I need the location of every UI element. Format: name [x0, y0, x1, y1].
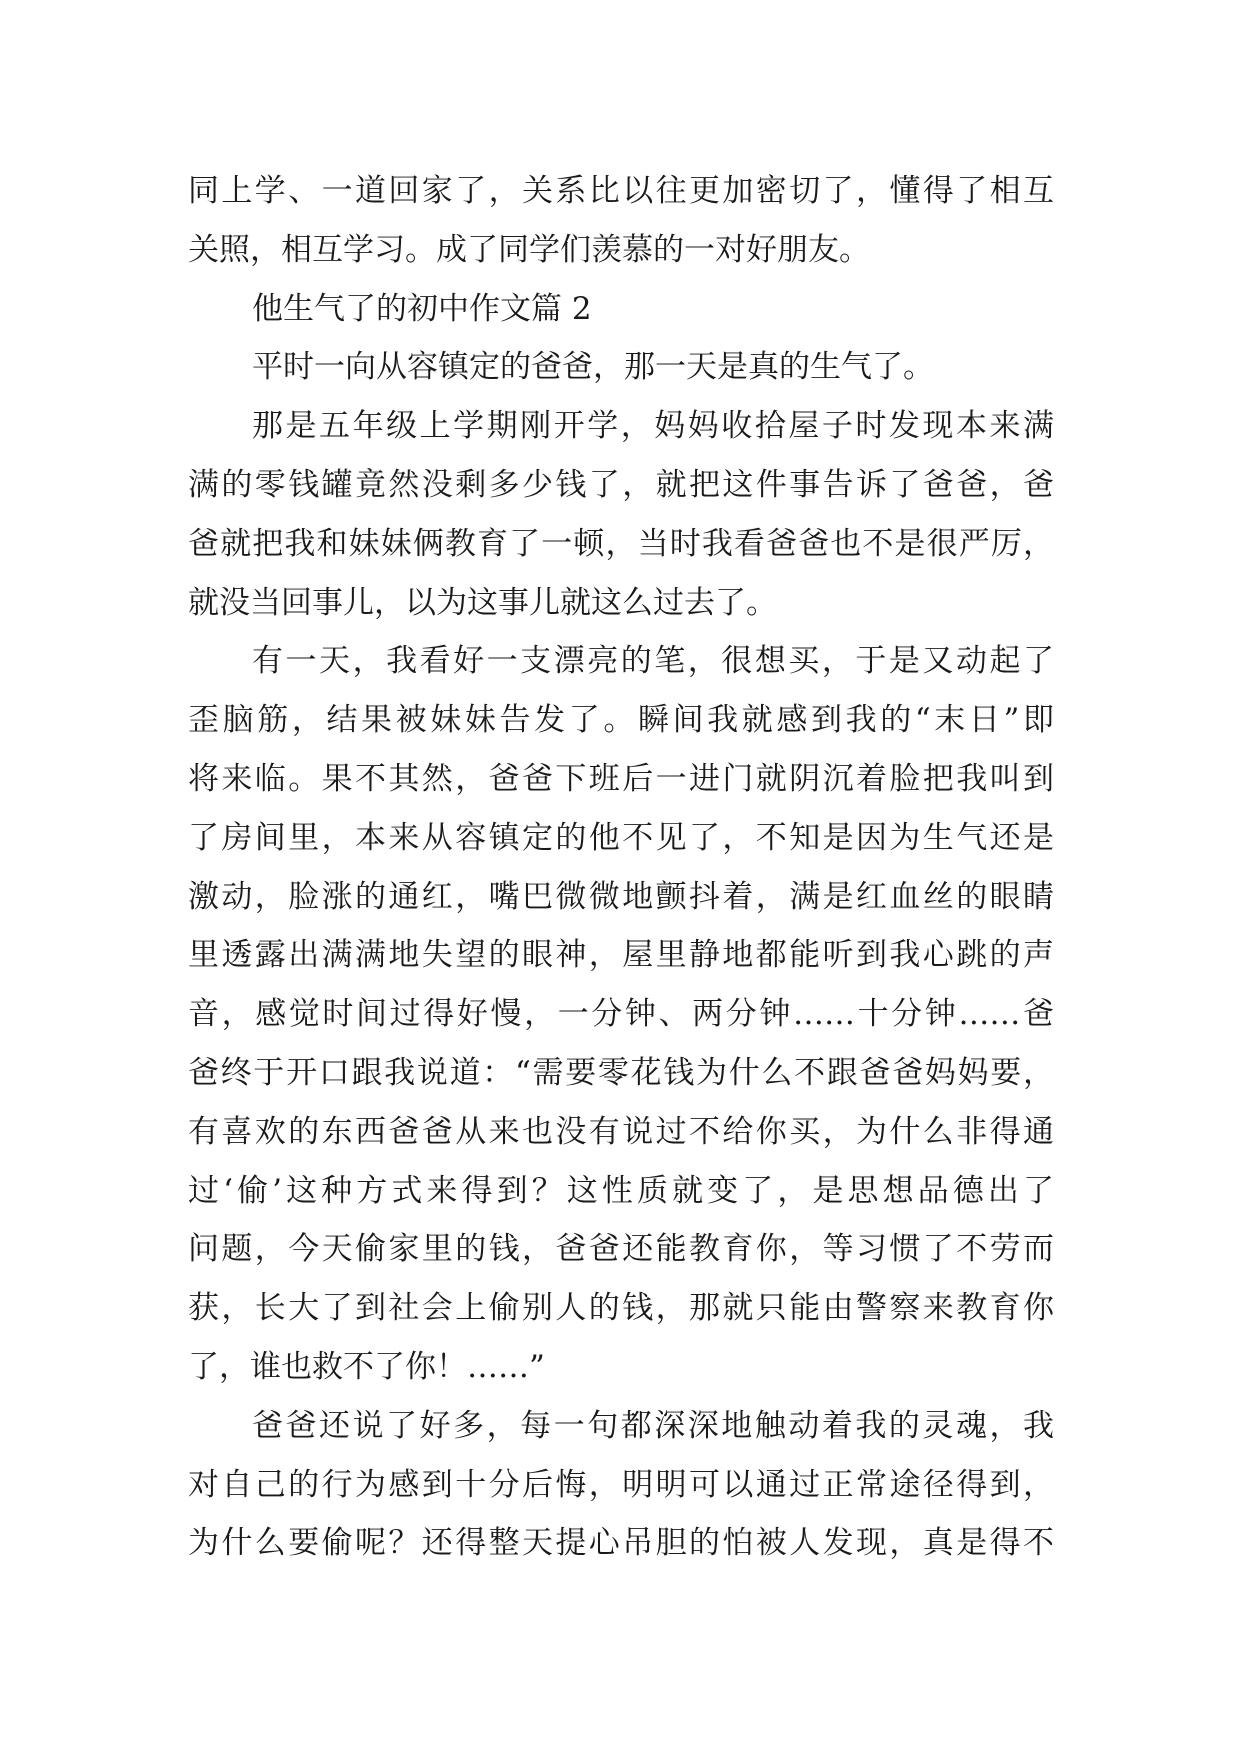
- essay-body: [188, 162, 1054, 1573]
- text-line: 爸就把我和妹妹俩教育了一顿，当时我看爸爸也不是很严厉，: [188, 525, 1054, 562]
- text-line: 获，长大了到社会上偷别人的钱，那就只能由警察来教育你: [188, 1290, 1054, 1327]
- text-line: 将来临。果不其然，爸爸下班后一进门就阴沉着脸把我叫到: [188, 760, 1054, 797]
- text-line: 为什么要偷呢？还得整天提心吊胆的怕被人发现，真是得不: [188, 1525, 1054, 1562]
- text-line: 了房间里，本来从容镇定的他不见了，不知是因为生气还是: [188, 819, 1054, 856]
- text-line: 问题，今天偷家里的钱，爸爸还能教育你，等习惯了不劳而: [188, 1231, 1054, 1268]
- section-heading: 他生气了的初中作文篇 2: [252, 290, 592, 327]
- text-line: 就没当回事儿，以为这事儿就这么过去了。: [188, 584, 777, 621]
- text-line: 爸终于开口跟我说道：“需要零花钱为什么不跟爸爸妈妈要，: [188, 1054, 1054, 1091]
- text-line: 关照，相互学习。成了同学们羡慕的一对好朋友。: [188, 231, 870, 268]
- text-line: 同上学、一道回家了，关系比以往更加密切了，懂得了相互: [188, 173, 1054, 209]
- text-line: 了，谁也救不了你！……”: [188, 1348, 545, 1385]
- text-line: 对自己的行为感到十分后悔，明明可以通过正常途径得到，: [188, 1466, 1054, 1503]
- text-line: 里透露出满满地失望的眼神，屋里静地都能听到我心跳的声: [188, 937, 1054, 974]
- text-line: 音，感觉时间过得好慢，一分钟、两分钟……十分钟……爸: [188, 996, 1054, 1033]
- text-line: 满的零钱罐竟然没剩多少钱了，就把这件事告诉了爸爸，爸: [188, 466, 1054, 503]
- text-line: 过‘偷’这种方式来得到？这性质就变了，是思想品德出了: [188, 1172, 1054, 1209]
- text-line: 有一天，我看好一支漂亮的笔，很想买，于是又动起了: [252, 643, 1054, 680]
- text-line: 爸爸还说了好多，每一句都深深地触动着我的灵魂，我: [252, 1407, 1054, 1444]
- text-line: 歪脑筋，结果被妹妹告发了。瞬间我就感到我的“末日”即: [188, 702, 1054, 739]
- text-line: 平时一向从容镇定的爸爸，那一天是真的生气了。: [252, 349, 934, 386]
- text-line: 那是五年级上学期刚开学，妈妈收拾屋子时发现本来满: [252, 408, 1054, 445]
- text-line: 激动，脸涨的通红，嘴巴微微地颤抖着，满是红血丝的眼睛: [188, 878, 1054, 915]
- text-line: 有喜欢的东西爸爸从来也没有说过不给你买，为什么非得通: [188, 1113, 1054, 1150]
